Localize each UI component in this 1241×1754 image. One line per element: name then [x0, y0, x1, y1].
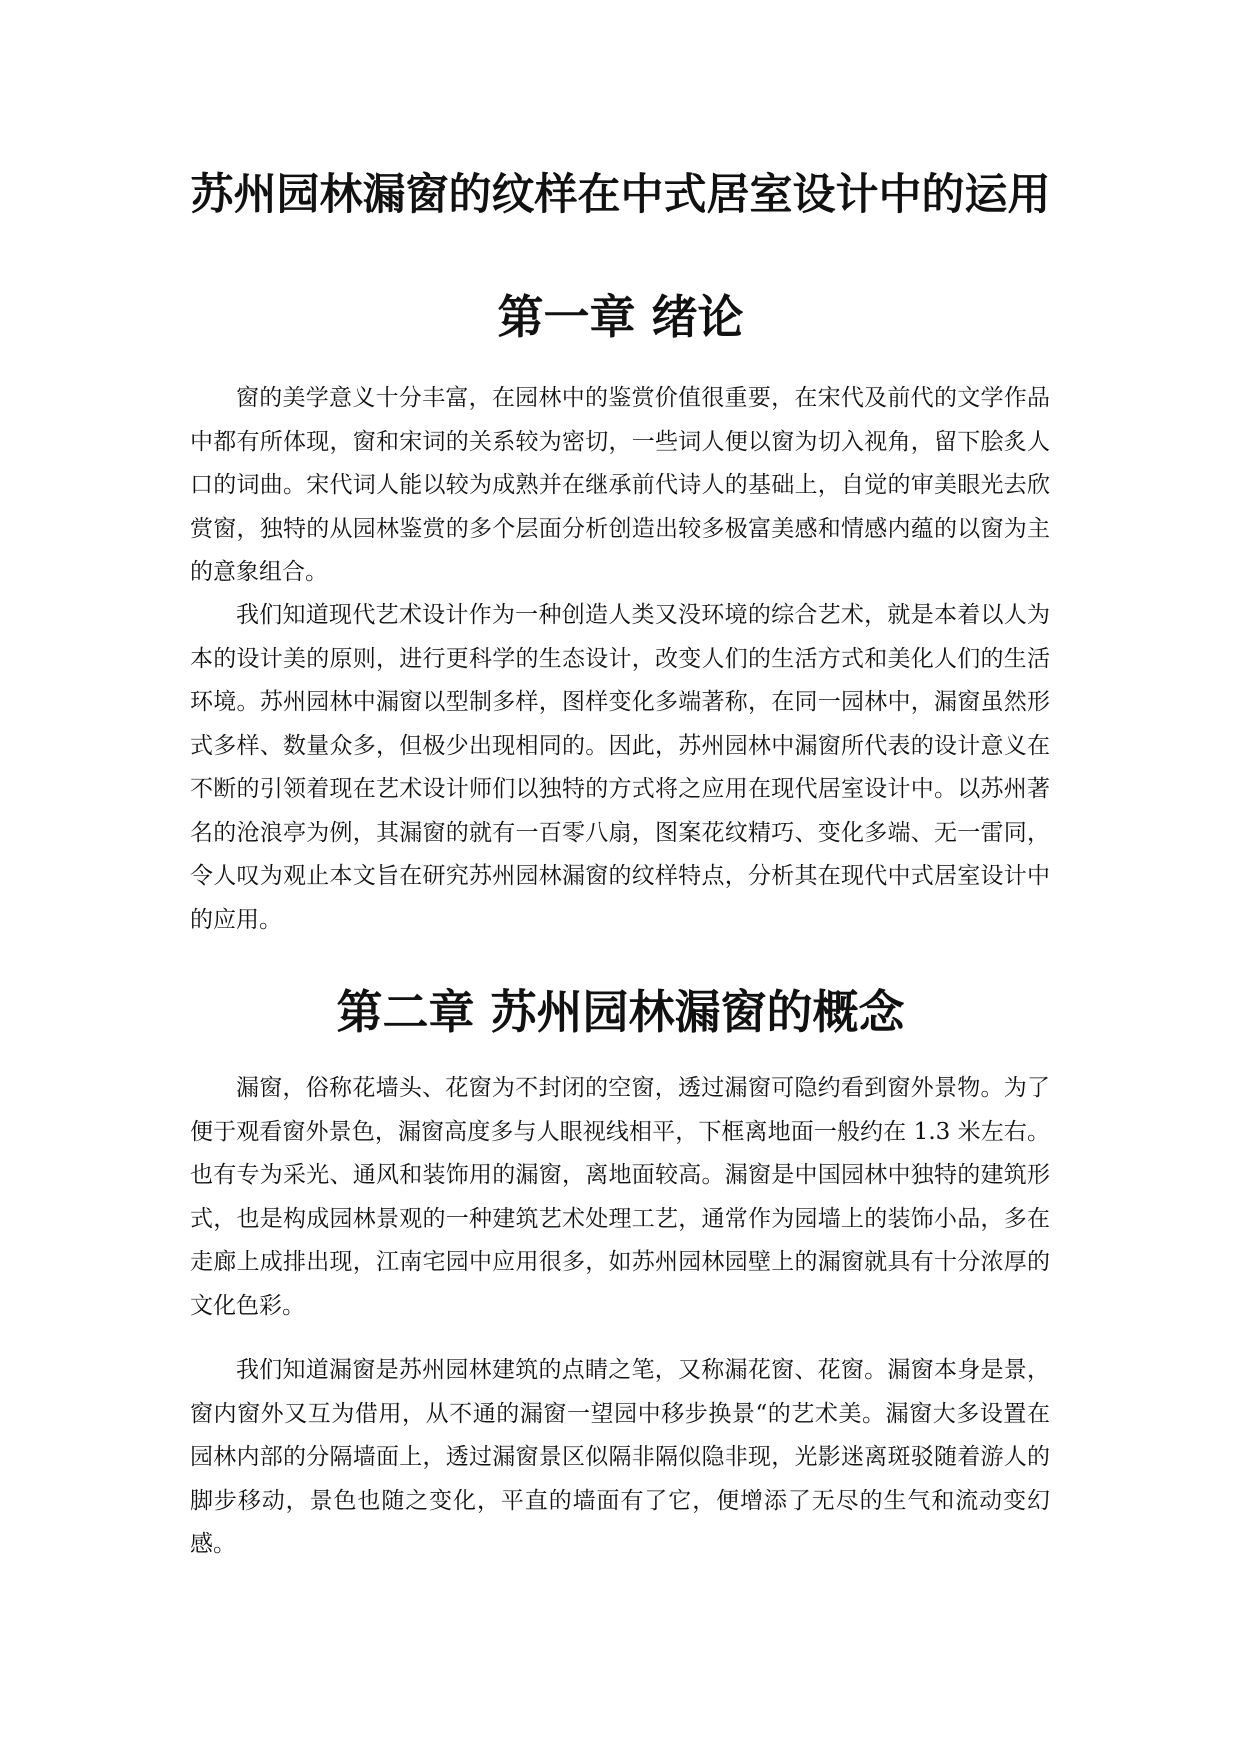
chapter-2-paragraph-1: 漏窗，俗称花墙头、花窗为不封闭的空窗，透过漏窗可隐约看到窗外景物。为了便于观看窗外景色，漏窗高度多与人眼视线相平，下框离地面一般约在 1.3 米左右。也有专为采光、通风和装饰用的漏窗，离地面较高。漏窗是中国园林中独特的建筑形式，也是构成园林景观的一种建筑艺术处理工艺，通常作为园墙上的装饰小品，多在走廊上成排出现，江南宅园中应用很多，如苏州园林园壁上的漏窗就具有十分浓厚的文化色彩。 [190, 1075, 1050, 1319]
chapter-1-heading: 第一章 绪论 [497, 290, 744, 344]
chapter-1-paragraph-2: 我们知道现代艺术设计作为一种创造人类又没环境的综合艺术，就是本着以人为本的设计美的原则，进行更科学的生态设计，改变人们的生活方式和美化人们的生活环境。苏州园林中漏窗以型制多样，图样变化多端著称，在同一园林中，漏窗虽然形式多样、数量众多，但极少出现相同的。因此，苏州园林中漏窗所代表的设计意义在不断的引领着现在艺术设计师们以独特的方式将之应用在现代居室设计中。以苏州著名的沧浪亭为例，其漏窗的就有一百零八扇，图案花纹精巧、变化多端、无一雷同，令人叹为观止本文旨在研究苏州园林漏窗的纹样特点，分析其在现代中式居室设计中的应用。 [190, 602, 1050, 933]
chapter-1-paragraph-1: 窗的美学意义十分丰富，在园林中的鉴赏价值很重要，在宋代及前代的文学作品中都有所体现，窗和宋词的关系较为密切，一些词人便以窗为切入视角，留下脍炙人口的词曲。宋代词人能以较为成熟并在继承前代诗人的基础上，自觉的审美眼光去欣赏窗，独特的从园林鉴赏的多个层面分析创造出较多极富美感和情感内蕴的以窗为主的意象组合。 [190, 385, 1050, 585]
document-title: 苏州园林漏窗的纹样在中式居室设计中的运用 [190, 170, 1051, 220]
chapter-2-heading: 第二章 苏州园林漏窗的概念 [336, 985, 905, 1039]
chapter-2-paragraph-2: 我们知道漏窗是苏州园林建筑的点睛之笔，又称漏花窗、花窗。漏窗本身是景，窗内窗外又互为借用，从不通的漏窗一望园中移步换景“的艺术美。漏窗大多设置在园林内部的分隔墙面上，透过漏窗景区似隔非隔似隐非现，光影迷离斑驳随着游人的脚步移动，景色也随之变化，平直的墙面有了它，便增添了无尽的生气和流动变幻感。 [190, 1357, 1050, 1557]
